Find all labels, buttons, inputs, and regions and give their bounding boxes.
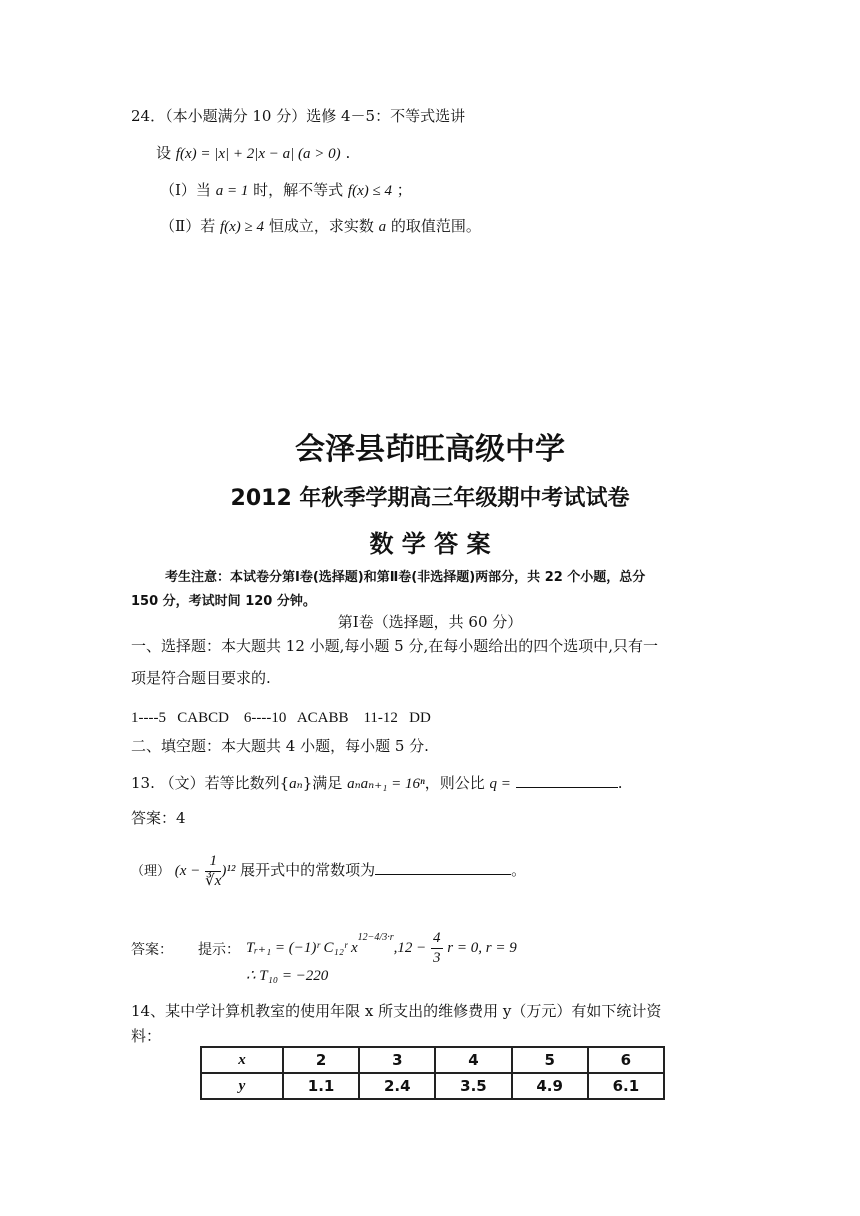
table-cell: 6.1	[588, 1073, 664, 1099]
q13-li-answer-blank	[375, 860, 511, 875]
hint-formula: Tᵣ₊₁ = (−1)ʳ C₁₂ʳ x	[246, 940, 358, 956]
part2-inequality: f(x) ≥ 4	[219, 219, 265, 235]
setup-suffix: .	[345, 144, 351, 162]
section2-title: 二、填空题：本大题共 4 小题，每小题 5 分.	[131, 737, 429, 755]
hint-solution: r = 0, r = 9	[447, 940, 517, 956]
part1-title: 第Ⅰ卷（选择题，共 60 分）	[337, 613, 523, 631]
notice-line1: 考生注意：本试卷分第Ⅰ卷(选择题)和第Ⅱ卷(非选择题)两部分，共 22 个小题，总分	[165, 570, 646, 585]
setup-formula: f(x) = |x| + 2|x − a| (a > 0)	[175, 146, 341, 162]
q14-line2: 料：	[131, 1027, 162, 1045]
notice-line2: 150 分，考试时间 120 分钟。	[131, 594, 316, 609]
part2-suffix: 的取值范围。	[390, 217, 481, 235]
table-cell: 4	[435, 1047, 511, 1073]
q13-li-denominator: ∛x	[205, 872, 222, 889]
problem24-part2	[160, 216, 481, 237]
q13-li-fraction	[205, 854, 221, 889]
q13-sequence: aₙ	[289, 776, 303, 792]
q13-variable: q =	[489, 776, 511, 792]
table-cell: 1.1	[283, 1073, 359, 1099]
q13-mid: }满足	[302, 774, 343, 792]
table-cell: 4.9	[512, 1073, 588, 1099]
part1-prefix: （Ⅰ）当	[160, 181, 211, 199]
q13-li	[131, 848, 526, 892]
table-cell: 2.4	[359, 1073, 435, 1099]
school-title: 会泽县茚旺高级中学	[295, 432, 565, 467]
problem24-part1	[160, 180, 412, 201]
section1-line2: 项是符合题目要求的.	[131, 669, 271, 687]
section1-line1: 一、选择题：本大题共 12 小题,每小题 5 分,在每小题给出的四个选项中,只有一	[131, 637, 659, 655]
q13-li-end: 。	[511, 861, 527, 879]
q14-line1: 14、某中学计算机教室的使用年限 x 所支出的维修费用 y（万元）有如下统计资	[131, 1002, 662, 1020]
hint-frac-numerator: 4	[431, 931, 443, 949]
q13-li-prefix: （理）	[131, 864, 171, 879]
hint-line1	[246, 922, 517, 966]
q13-answer: 答案：4	[131, 809, 186, 827]
stats-table	[200, 1046, 665, 1100]
hint-equation: ,12 −	[393, 940, 427, 956]
part1-mid: 时，解不等式	[253, 181, 344, 199]
table-header-y: y	[201, 1073, 283, 1099]
table-cell: 2	[283, 1047, 359, 1073]
q13-li-numerator: 1	[205, 854, 221, 872]
q13-answer-blank	[516, 773, 618, 788]
hint-exponent: 12−4/3·r	[357, 932, 394, 943]
q13-li-expr-right: )¹²	[221, 863, 236, 879]
hint-label: 提示：	[198, 942, 240, 958]
part1-suffix: ；	[396, 181, 412, 199]
table-row	[201, 1047, 664, 1073]
q13-li-text: 展开式中的常数项为	[240, 861, 376, 879]
q13-li-expr-left: (x −	[174, 863, 201, 879]
part1-condition: a = 1	[215, 183, 249, 199]
exam-title: 2012 年秋季学期高三年级期中考试试卷	[230, 486, 630, 511]
problem24-header: 24．（本小题满分 10 分）选修 4－5：不等式选讲	[131, 107, 466, 125]
part1-inequality: f(x) ≤ 4	[347, 183, 392, 199]
table-cell: 3	[359, 1047, 435, 1073]
hint-line2: ∴ T₁₀ = −220	[246, 968, 329, 984]
problem24-setup	[156, 143, 350, 164]
q13-prefix: 13. （文）若等比数列{	[131, 774, 290, 792]
part2-mid: 恒成立，求实数	[268, 217, 374, 235]
hint-answer-label: 答案：	[131, 942, 173, 958]
hint-fraction	[431, 931, 443, 966]
q13-ask: ，则公比	[424, 774, 485, 792]
table-header-x: x	[201, 1047, 283, 1073]
q13-wen	[131, 773, 622, 794]
part2-variable: a	[378, 219, 387, 235]
table-cell: 5	[512, 1047, 588, 1073]
table-cell: 6	[588, 1047, 664, 1073]
q13-end: .	[617, 774, 623, 792]
q13-condition: aₙaₙ₊₁ = 16ⁿ	[347, 776, 425, 792]
setup-prefix: 设	[156, 144, 172, 162]
table-row	[201, 1073, 664, 1099]
part2-prefix: （Ⅱ）若	[160, 217, 216, 235]
hint-frac-denominator: 3	[433, 949, 441, 966]
table-cell: 3.5	[435, 1073, 511, 1099]
subject-title: 数 学 答 案	[369, 530, 491, 558]
section1-answers: 1----5 CABCD 6----10 ACABB 11-12 DD	[131, 710, 431, 726]
